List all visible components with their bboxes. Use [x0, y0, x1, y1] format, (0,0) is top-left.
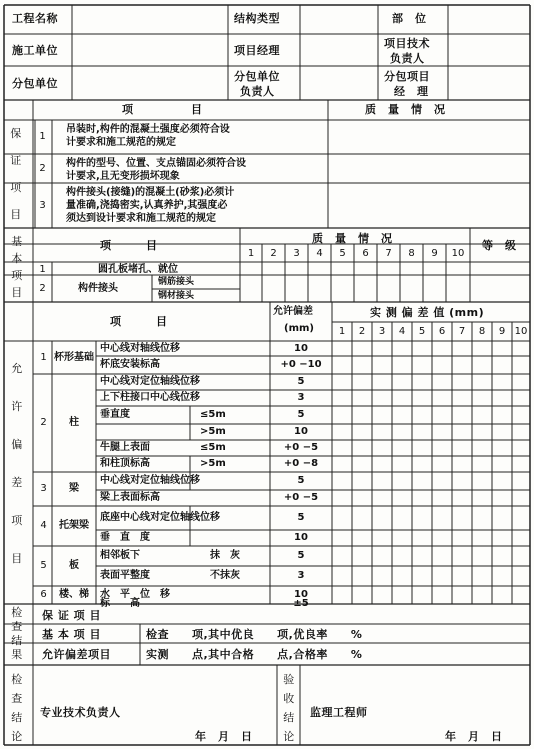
deviation-col-measured: 实 测 偏 差 值 (mm)	[370, 306, 485, 319]
guarantee-row-text: 吊装时,构件的混凝土强度必须符合设	[66, 124, 230, 135]
result-deviation-label: 允许偏差项目	[42, 648, 111, 661]
basic-grade-field[interactable]	[471, 263, 529, 301]
label-part: 部 位	[392, 12, 427, 25]
footer-check-label: 检查结论	[11, 673, 23, 743]
basic-row-name: 构件接头	[78, 283, 118, 294]
section-result: 检查结果	[11, 606, 23, 661]
subcontract-unit-field[interactable]	[73, 67, 227, 99]
deviation-row-allow: ±5	[293, 598, 309, 609]
label-sub-manager: 分包项目	[384, 70, 430, 83]
basic-col-number: 5	[339, 248, 346, 259]
deviation-group-no: 5	[40, 560, 47, 571]
deviation-col-allow: 允许偏差	[273, 306, 313, 317]
deviation-group-name: 柱	[69, 417, 79, 428]
deviation-group-no: 1	[40, 351, 47, 363]
construction-unit-field[interactable]	[73, 35, 227, 65]
result-guarantee: 保 证 项 目	[42, 609, 101, 622]
deviation-row-item: 相邻板下	[100, 550, 140, 561]
label-sub-manager-2: 经 理	[394, 85, 429, 98]
deviation-row-allow: 10	[294, 342, 308, 354]
deviation-group-no: 3	[40, 483, 47, 494]
label-sub-lead: 分包单位	[234, 70, 280, 83]
basic-row-sub: 钢材接头	[158, 291, 195, 301]
deviation-col-number: 9	[498, 326, 506, 337]
guarantee-col-quality: 质 量 情 况	[365, 103, 446, 116]
deviation-row-item: 表面平整度	[100, 570, 150, 581]
deviation-row-item: 上下柱接口中心线位移	[100, 392, 200, 403]
section-basic: 基本项目	[11, 235, 23, 299]
label-project-manager: 项目经理	[234, 44, 280, 57]
project-manager-field[interactable]	[301, 35, 377, 65]
guarantee-row-text: 须达到设计要求和施工规范的规定	[66, 213, 216, 224]
guarantee-col-item: 项 目	[122, 103, 203, 116]
deviation-row-allow: +0 −5	[283, 442, 319, 453]
basic-col-number: 10	[451, 248, 465, 259]
structure-type-field[interactable]	[301, 6, 377, 33]
deviation-row-allow: 10	[294, 589, 308, 600]
deviation-group-name: 板	[69, 560, 79, 571]
footer-accept-label: 验收结论	[283, 673, 295, 743]
basic-col-number: 8	[408, 248, 415, 259]
guarantee-row-text: 构件的型号、位置、支点锚固必须符合设	[66, 158, 246, 169]
basic-col-number: 1	[247, 248, 255, 259]
deviation-row-item: 水 平 位 移	[100, 589, 170, 600]
deviation-row-allow: 5	[297, 512, 305, 523]
deviation-col-number: 3	[378, 326, 386, 337]
deviation-row-allow: 10	[294, 426, 308, 437]
deviation-col-number: 2	[358, 326, 366, 337]
guarantee-row-no: 2	[39, 162, 46, 174]
deviation-col-number: 4	[398, 326, 406, 337]
label-sub-lead-2: 负责人	[240, 85, 275, 98]
guarantee-quality-field[interactable]	[329, 184, 529, 227]
deviation-row-item: 标 高	[100, 598, 140, 609]
deviation-col-number: 1	[338, 326, 346, 337]
deviation-row-allow: +0 −10	[280, 359, 322, 370]
label-project-name: 工程名称	[12, 12, 58, 25]
basic-col-item: 项 目	[100, 239, 158, 252]
deviation-group-name: 梁	[69, 483, 79, 494]
footer-supervisor: 监理工程师	[310, 706, 368, 719]
guarantee-row-no: 3	[39, 199, 46, 211]
section-guarantee: 保证项目	[10, 127, 22, 221]
deviation-group-no: 4	[40, 520, 47, 531]
deviation-group-name: 杯形基础	[54, 351, 94, 363]
result-basic-text: 检查 项,其中优良 项,优良率 %	[146, 628, 363, 641]
project-name-field[interactable]	[73, 6, 227, 33]
label-subcontract-unit: 分包单位	[12, 77, 58, 90]
basic-row-sub: 钢筋接头	[158, 277, 195, 287]
footer-date-left: 年 月 日	[195, 730, 253, 743]
deviation-row-cond: >5m	[200, 458, 226, 469]
basic-col-number: 3	[293, 248, 300, 259]
deviation-col-number: 5	[418, 326, 426, 337]
deviation-group-name: 托架梁	[59, 520, 89, 531]
deviation-col-number: 8	[478, 326, 486, 337]
part-field[interactable]	[449, 6, 529, 33]
deviation-col-allow-unit: (mm)	[284, 323, 314, 334]
label-construction-unit: 施工单位	[12, 44, 58, 57]
result-guarantee-field[interactable]	[141, 605, 529, 623]
basic-col-number: 4	[316, 248, 323, 259]
sub-manager-field[interactable]	[449, 67, 529, 99]
tech-lead-field[interactable]	[449, 35, 529, 65]
deviation-row-allow: 5	[297, 475, 305, 486]
guarantee-quality-field[interactable]	[329, 155, 529, 182]
deviation-row-item: 垂直度	[100, 409, 130, 420]
deviation-row-item: 梁上表面标高	[100, 492, 160, 503]
label-tech-lead: 项目技术	[384, 37, 430, 50]
deviation-row-cond: ≤5m	[200, 442, 226, 453]
deviation-row-cond: 不抹灰	[210, 570, 240, 581]
deviation-row-allow: +0 −8	[283, 458, 319, 469]
deviation-col-number: 10	[514, 326, 528, 337]
basic-col-number: 6	[362, 248, 369, 259]
deviation-row-item: 杯底安装标高	[100, 359, 160, 370]
deviation-row-allow: 3	[297, 570, 305, 581]
deviation-row-allow: 5	[297, 409, 305, 420]
deviation-col-number: 6	[438, 326, 446, 337]
label-tech-lead-2: 负责人	[390, 52, 425, 65]
result-basic-label: 基 本 项 目	[42, 628, 101, 641]
deviation-col-number: 7	[458, 326, 466, 337]
footer-tech-person: 专业技术负责人	[40, 706, 121, 719]
deviation-row-allow: 3	[297, 392, 305, 403]
deviation-row-allow: 5	[297, 550, 305, 561]
footer-date-right: 年 月 日	[445, 730, 503, 743]
guarantee-row-text: 计要求和施工规范的规定	[66, 137, 176, 148]
guarantee-row-text: 量准确,浇捣密实,认真养护,其强度必	[66, 200, 228, 211]
basic-col-quality: 质 量 情 况	[312, 232, 393, 245]
basic-col-number: 9	[431, 248, 438, 259]
deviation-group-name: 楼、梯	[59, 589, 89, 600]
basic-col-number: 2	[270, 248, 277, 259]
deviation-col-item: 项 目	[110, 315, 168, 328]
deviation-row-item: 底座中心线对定位轴线位移	[100, 512, 220, 523]
deviation-row-item: 牛腿上表面	[100, 442, 150, 453]
accept-conclusion-field[interactable]	[301, 666, 529, 744]
deviation-row-allow: 5	[297, 376, 305, 387]
result-deviation-text: 实测 点,其中合格 点,合格率 %	[146, 648, 363, 661]
section-deviation: 允许偏差项目	[11, 362, 23, 565]
deviation-row-item: 垂 直 度	[100, 532, 150, 543]
deviation-row-allow: 10	[294, 532, 308, 543]
deviation-group-no: 6	[40, 589, 47, 600]
deviation-row-item: 和柱顶标高	[100, 458, 150, 469]
basic-col-number: 7	[385, 248, 392, 259]
sub-lead-field[interactable]	[301, 67, 377, 99]
check-conclusion-field[interactable]	[34, 666, 276, 744]
deviation-row-item: 中心线对定位轴线位移	[100, 475, 200, 486]
deviation-group-no: 2	[40, 417, 47, 428]
deviation-row-cond: ≤5m	[200, 409, 226, 420]
deviation-row-item: 中心线对定位轴线位移	[100, 376, 200, 387]
basic-row-name: 圆孔板堵孔、就位	[98, 264, 178, 275]
basic-row-no: 1	[39, 264, 46, 275]
guarantee-quality-field[interactable]	[329, 121, 529, 153]
label-structure-type: 结构类型	[234, 12, 280, 25]
deviation-row-item: 中心线对轴线位移	[100, 342, 180, 354]
basic-col-grade: 等 级	[482, 239, 517, 252]
guarantee-row-no: 1	[39, 131, 46, 142]
guarantee-row-text: 计要求,且无变形损坏现象	[66, 171, 180, 182]
deviation-row-cond: 抹 灰	[210, 550, 240, 561]
deviation-row-allow: +0 −5	[283, 492, 319, 503]
basic-row-no: 2	[39, 283, 46, 294]
deviation-row-cond: >5m	[200, 426, 226, 437]
guarantee-row-text: 构件接头(接缝)的混凝土(砂浆)必须计	[66, 187, 235, 198]
